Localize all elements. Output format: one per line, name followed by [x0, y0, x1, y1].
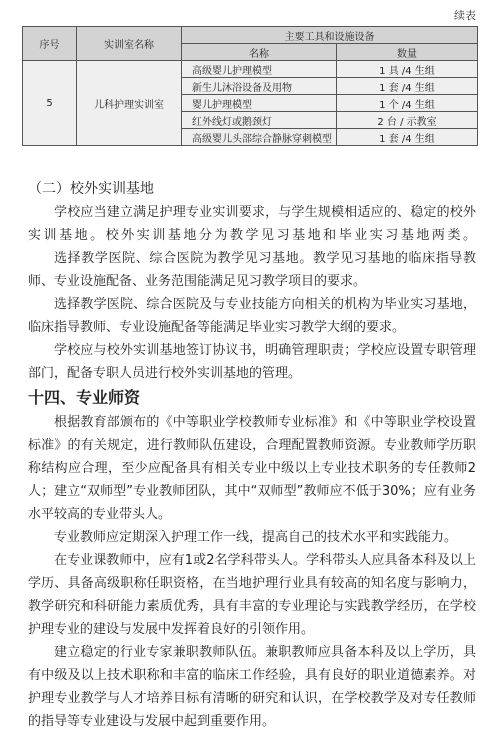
row-number: 5	[23, 61, 77, 146]
equipment-quantity: 1 具 /4 生组	[337, 61, 478, 78]
header-name: 名称	[182, 44, 337, 61]
equipment-name: 红外线灯或鹅颈灯	[182, 112, 337, 129]
equipment-table	[22, 26, 478, 146]
equipment-quantity: 1 套 /4 生组	[337, 129, 478, 146]
room-name: 儿科护理实训室	[77, 61, 182, 146]
equipment-name: 新生儿沐浴设备及用物	[182, 78, 337, 95]
equipment-quantity: 1 个 /4 生组	[337, 95, 478, 112]
paragraph: 学校应与校外实训基地签订协议书，明确管理职责；学校应设置专职管理部门，配备专职人员进行校外实训基地的管理。	[28, 343, 476, 381]
continued-label: 续表	[454, 9, 476, 22]
section-heading-external: （二）校外实训基地	[28, 181, 154, 197]
paragraph: 专业教师应定期深入护理工作一线，提高自己的技术水平和实践能力。	[54, 530, 458, 545]
paragraph: 学校应当建立满足护理专业实训要求，与学生规模相适应的、稳定的校外实训基地。校外实训基地分为教学见习基地和毕业实习基地两类。	[28, 205, 476, 243]
body-text	[28, 178, 476, 733]
equipment-quantity: 1 套 /4 生组	[337, 78, 478, 95]
equipment-name: 高级婴儿护理模型	[182, 61, 337, 78]
paragraph: 在专业课教师中，应有1或2名学科带头人。学科带头人应具备本科及以上学历、具备高级职称任职资格，在当地护理行业具有较高的知名度与影响力，教学研究和科研能力素质优秀，具有丰富的专业理论与实践教学经历，在学校护理专业的建设与发展中发挥着良好的引领作用。	[28, 553, 476, 637]
header-room: 实训室名称	[77, 27, 182, 61]
header-no: 序号	[23, 27, 77, 61]
paragraph: 根据教育部颁布的《中等职业学校教师专业标准》和《中等职业学校设置标准》的有关规定，进行教师队伍建设，合理配置教师资源。专业教师学历职称结构应合理，至少应配备具有相关专业中级以上专业技术职务的专任教师2人；建立“双师型”专业教师团队，其中“双师型”教师应不低于30%；应有业务水平较高的专业带头人。	[28, 415, 476, 522]
header-quantity: 数量	[337, 44, 478, 61]
section-heading-teachers: 十四、专业师资	[28, 388, 141, 407]
paragraph: 选择教学医院、综合医院及与专业技能方向相关的机构为毕业实习基地，临床指导教师、专业设施配备等能满足毕业实习教学大纲的要求。	[28, 297, 476, 335]
equipment-quantity: 2 台 / 示教室	[337, 112, 478, 129]
header-equipment-group: 主要工具和设施设备	[182, 27, 478, 44]
paragraph: 选择教学医院、综合医院为教学见习基地。教学见习基地的临床指导教师、专业设施配备、业务范围能满足见习教学项目的要求。	[28, 251, 476, 289]
equipment-name: 高级婴儿头部综合静脉穿刺模型	[182, 129, 337, 146]
table-row	[23, 61, 478, 78]
paragraph: 建立稳定的行业专家兼职教师队伍。兼职教师应具备本科及以上学历，具有中级及以上技术职称和丰富的临床工作经验，具有良好的职业道德素养。对护理专业教学与人才培养目标有清晰的研究和认识，在学校教学及对专任教师的指导等专业建设与发展中起到重要作用。	[28, 645, 476, 729]
equipment-name: 婴儿护理模型	[182, 95, 337, 112]
